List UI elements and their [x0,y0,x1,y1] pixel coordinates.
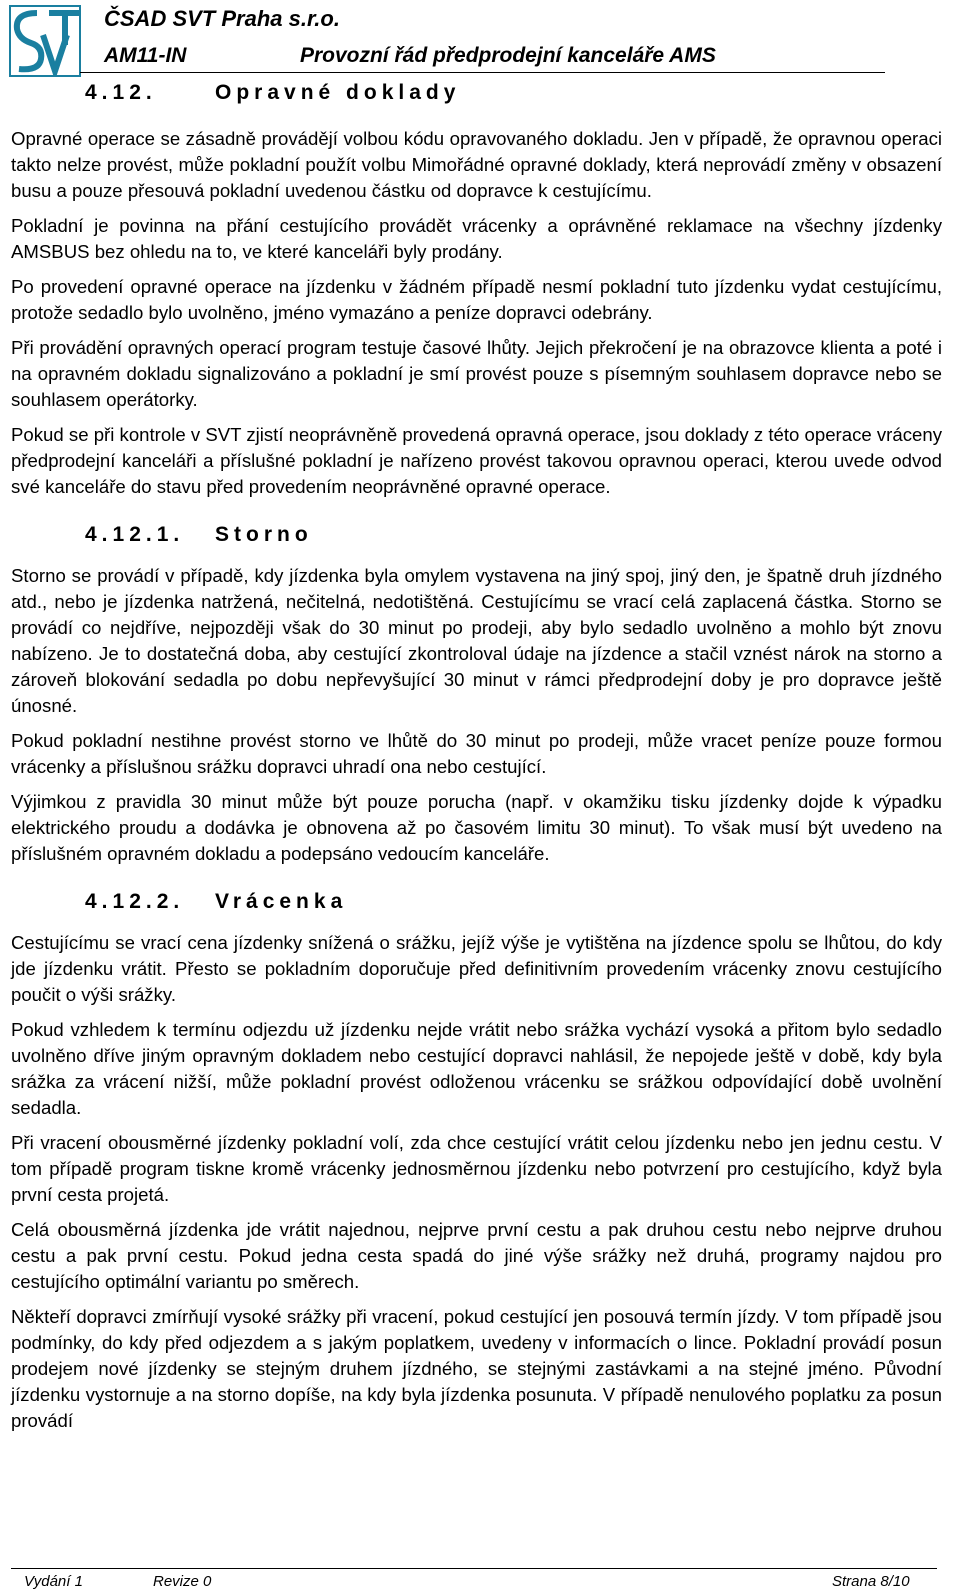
section-title: Opravné doklady [215,81,461,104]
footer-divider [11,1568,937,1569]
document-body [11,78,942,1434]
footer-edition: Vydání 1 [24,1573,83,1590]
paragraph: Při vracení obousměrné jízdenky pokladní volí, zda chce cestující vrátit celou jízdenku nebo jen jednu cestu. V tom případě program tiskne kromě vrácenky jednosměrnou jízdenku nebo potvrzení pro cestujícího, když byla první cesta projetá. [11,1132,942,1205]
paragraph: Pokud vzhledem k termínu odjezdu už jízdenku nejde vrátit nebo srážka vychází vysoká a přitom bylo sedadlo uvolněno dříve jiným opravným dokladem nebo cestující dopravci nahlásil, že nepojede ještě v době, kdy byla srážka za vrácení nižší, může pokladní provést odloženou vrácenku se srážkou odpovídající době uvolnění sedadla. [11,1019,942,1118]
paragraph: Cestujícímu se vrací cena jízdenky snížená o srážku, jejíž výše je vytištěna na jízdence spolu se lhůtou, do kdy jde jízdenku vrátit. Přesto se pokladním doporučuje před definitivním provedením vrácenky znovu cestujícího poučit o výši srážky. [11,932,942,1005]
subsection-heading-storno [85,520,942,550]
subsection-heading-vracenka [85,887,942,917]
footer-revision: Revize 0 [153,1573,212,1590]
svt-logo-icon [9,5,81,77]
paragraph: Opravné operace se zásadně provádějí volbou kódu opravovaného dokladu. Jen v případě, že opravnou operaci takto nelze provést, může pokladní použít volbu Mimořádné opravné doklady, která neprovádí změny v obsazení busu a pouze přesouvá pokladní uvedenou částku od dopravce k cestujícímu. [11,128,942,201]
paragraph: Celá obousměrná jízdenka jde vrátit najednou, nejprve první cestu a pak druhou cestu nebo nejprve druhou cestu a pak první cestu. Pokud jedna cesta spadá do jiné výše srážky než druhá, programy najdou pro cestujícího optimální variantu po směrech. [11,1219,942,1292]
paragraph: Pokladní je povinna na přání cestujícího provádět vrácenky a oprávněné reklamace na všechny jízdenky AMSBUS bez ohledu na to, ve které kanceláři byly prodány. [11,215,942,262]
paragraph: Pokud pokladní nestihne provést storno ve lhůtě do 30 minut po prodeji, může vracet peníze pouze formou vrácenky a příslušnou srážku dopravci uhradí ona nebo cestující. [11,730,942,777]
subsection-number: 4.12.2. [85,890,185,913]
footer-page-number: Strana 8/10 [832,1573,910,1590]
subsection-title: Storno [215,523,313,546]
paragraph: Někteří dopravci zmírňují vysoké srážky při vracení, pokud cestující jen posouvá termín jízdy. V tom případě jsou podmínky, do kdy před odjezdem a s jakým poplatkem, uvedeny v informacích o lince. Pokladní provádí posun prodejem nové jízdenky se stejným druhem jízdného, se stejnými zastávkami a na stejné jméno. Původní jízdenku vystornuje a na storno dopíše, na kdy byla jízdenka posunuta. V případě nenulového poplatku za posun provádí [11,1306,942,1431]
document-title: Provozní řád předprodejní kanceláře AMS [300,44,716,67]
company-name: ČSAD SVT Praha s.r.o. [104,6,340,31]
subsection-title: Vrácenka [215,890,348,913]
subsection-number: 4.12.1. [85,523,185,546]
paragraph: Výjimkou z pravidla 30 minut může být pouze porucha (např. v okamžiku tisku jízdenky dojde k výpadku elektrického proudu a dodávka je obnovena až po časovém limitu 30 minut). To však musí být uvedeno na příslušném opravném dokladu a podepsáno vedoucím kanceláře. [11,791,942,864]
section-heading [85,78,942,108]
section-number: 4.12. [85,81,157,104]
paragraph: Pokud se při kontrole v SVT zjistí neoprávněně provedená opravná operace, jsou doklady z této operace vráceny předprodejní kanceláři a příslušné pokladní je nařízeno provést takovou opravnou operaci, kterou uvede odvod své kanceláře do stavu před provedením neoprávněné opravné operace. [11,424,942,497]
paragraph: Při provádění opravných operací program testuje časové lhůty. Jejich překročení je na obrazovce klienta a poté i na opravném dokladu signalizováno a pokladní je smí provést pouze s písemným souhlasem dopravce nebo se souhlasem operátorky. [11,337,942,410]
paragraph: Po provedení opravné operace na jízdenku v žádném případě nesmí pokladní tuto jízdenku vydat cestujícímu, protože sedadlo bylo uvolněno, jméno vymazáno a peníze dopravci odebrány. [11,276,942,323]
document-code: AM11-IN [104,44,187,67]
paragraph: Storno se provádí v případě, kdy jízdenka byla omylem vystavena na jiný spoj, jiný den, je špatně druh jízdného atd., nebo je jízdenka natržená, nečitelná, nedotištěná. Cestujícímu se vrací celá zaplacená částka. Storno se provádí co nejdříve, nejpozději však do 30 minut po prodeji, aby bylo sedadlo uvolněno a mohlo být znovu nabízeno. Je to dostatečná doba, aby cestující zkontroloval údaje na jízdence a stačil vznést nárok na storno a zároveň blokování sedadla po dobu nepřevyšující 30 minut v rámci předprodejní doby je pro dopravce ještě únosné. [11,565,942,716]
header-divider [80,72,885,73]
page-header [0,0,960,80]
